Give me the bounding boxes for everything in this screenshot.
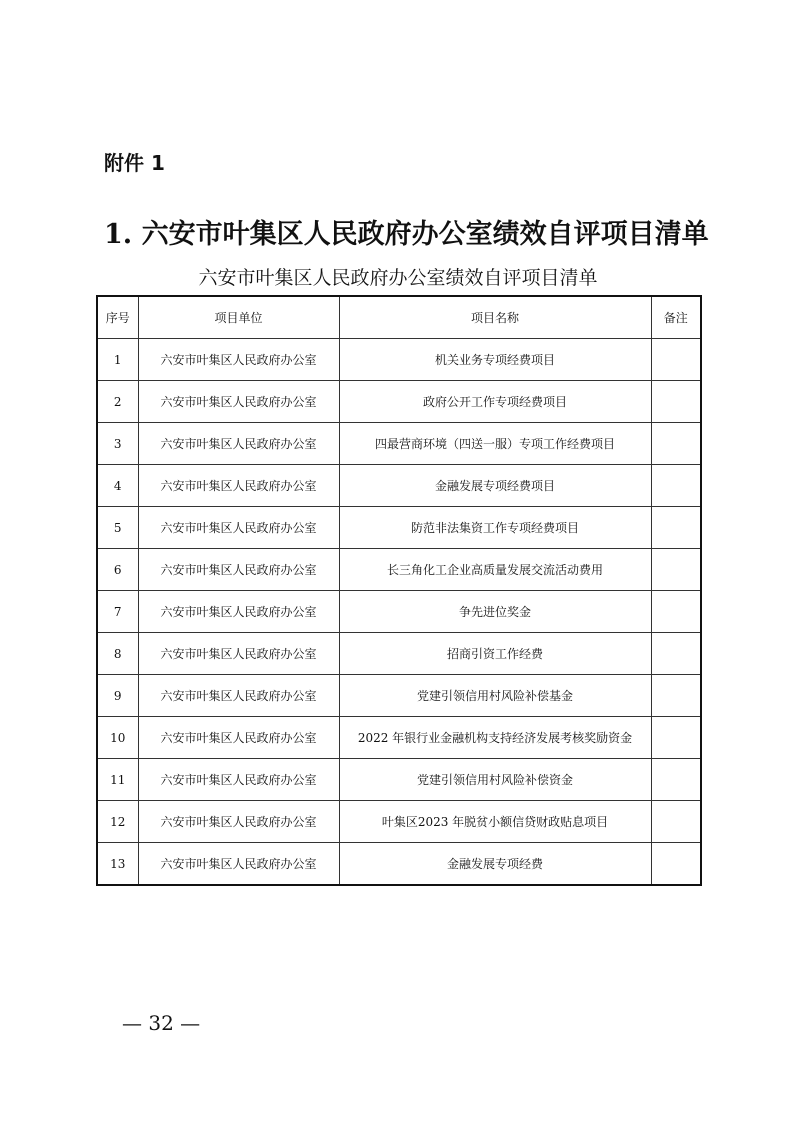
header-note: 备注 [651,296,701,339]
cell-unit: 六安市叶集区人民政府办公室 [138,549,339,591]
cell-unit: 六安市叶集区人民政府办公室 [138,801,339,843]
cell-name: 2022 年银行业金融机构支持经济发展考核奖励资金 [339,717,651,759]
cell-seq: 8 [97,633,138,675]
cell-note [651,507,701,549]
table-row [97,675,701,717]
cell-note [651,675,701,717]
cell-note [651,801,701,843]
cell-unit: 六安市叶集区人民政府办公室 [138,843,339,886]
table-row [97,843,701,886]
table-row [97,339,701,381]
cell-seq: 3 [97,423,138,465]
cell-name: 机关业务专项经费项目 [339,339,651,381]
cell-seq: 4 [97,465,138,507]
cell-note [651,381,701,423]
table-header-row [97,296,701,339]
page-number: — 32 — [122,1011,201,1035]
project-table [96,295,702,886]
main-heading: 1. 六安市叶集区人民政府办公室绩效自评项目清单 [104,219,709,250]
cell-note [651,423,701,465]
cell-unit: 六安市叶集区人民政府办公室 [138,339,339,381]
cell-note [651,759,701,801]
table-row [97,591,701,633]
cell-note [651,549,701,591]
cell-name: 招商引资工作经费 [339,633,651,675]
cell-unit: 六安市叶集区人民政府办公室 [138,675,339,717]
table-caption: 六安市叶集区人民政府办公室绩效自评项目清单 [198,267,598,289]
cell-name: 党建引领信用村风险补偿资金 [339,759,651,801]
table-row [97,801,701,843]
header-name: 项目名称 [339,296,651,339]
cell-unit: 六安市叶集区人民政府办公室 [138,465,339,507]
cell-note [651,717,701,759]
table-row [97,507,701,549]
cell-seq: 12 [97,801,138,843]
cell-seq: 9 [97,675,138,717]
table-row [97,633,701,675]
cell-name: 争先进位奖金 [339,591,651,633]
cell-unit: 六安市叶集区人民政府办公室 [138,591,339,633]
table-row [97,717,701,759]
cell-note [651,591,701,633]
cell-seq: 11 [97,759,138,801]
cell-name: 党建引领信用村风险补偿基金 [339,675,651,717]
cell-name: 金融发展专项经费项目 [339,465,651,507]
header-unit: 项目单位 [138,296,339,339]
cell-note [651,339,701,381]
cell-seq: 6 [97,549,138,591]
cell-unit: 六安市叶集区人民政府办公室 [138,423,339,465]
cell-seq: 1 [97,339,138,381]
cell-name: 四最营商环境（四送一服）专项工作经费项目 [339,423,651,465]
cell-note [651,465,701,507]
header-seq: 序号 [97,296,138,339]
cell-seq: 5 [97,507,138,549]
cell-name: 政府公开工作专项经费项目 [339,381,651,423]
cell-unit: 六安市叶集区人民政府办公室 [138,633,339,675]
table-row [97,465,701,507]
cell-unit: 六安市叶集区人民政府办公室 [138,507,339,549]
cell-seq: 13 [97,843,138,886]
cell-name: 金融发展专项经费 [339,843,651,886]
cell-unit: 六安市叶集区人民政府办公室 [138,759,339,801]
cell-seq: 7 [97,591,138,633]
cell-name: 防范非法集资工作专项经费项目 [339,507,651,549]
table-row [97,759,701,801]
table-row [97,423,701,465]
cell-note [651,843,701,886]
cell-seq: 10 [97,717,138,759]
cell-unit: 六安市叶集区人民政府办公室 [138,717,339,759]
cell-name: 长三角化工企业高质量发展交流活动费用 [339,549,651,591]
table-row [97,381,701,423]
cell-unit: 六安市叶集区人民政府办公室 [138,381,339,423]
cell-name: 叶集区2023 年脱贫小额信贷财政贴息项目 [339,801,651,843]
attachment-label: 附件 1 [104,151,165,175]
table-row [97,549,701,591]
cell-seq: 2 [97,381,138,423]
cell-note [651,633,701,675]
